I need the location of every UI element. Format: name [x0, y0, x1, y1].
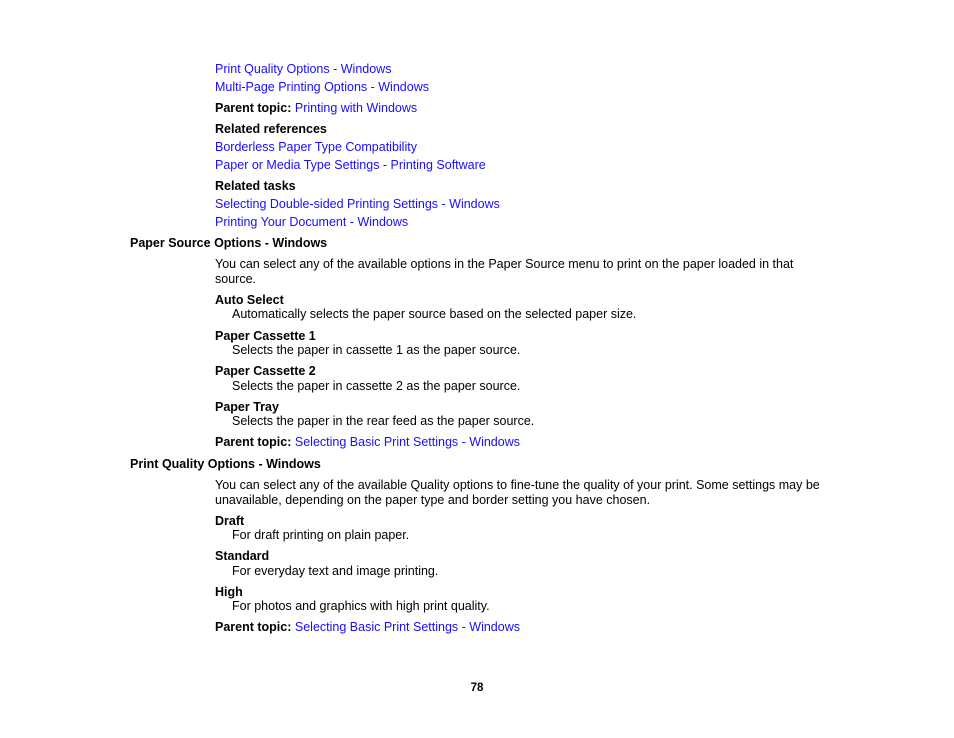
option-desc-paper-cassette-2: Selects the paper in cassette 2 as the paper source.: [232, 379, 521, 393]
link-multi-page-printing-options[interactable]: Multi-Page Printing Options - Windows: [215, 80, 429, 94]
link-selecting-basic-print-settings[interactable]: Selecting Basic Print Settings - Windows: [294, 435, 520, 449]
print-quality-intro: You can select any of the available Quality options to fine-tune the quality of your print. Some settings may be unavailable, depending on the paper type and border setting you have chosen.: [215, 478, 820, 507]
option-desc-auto-select: Automatically selects the paper source based on the selected paper size.: [232, 307, 637, 321]
option-term-paper-cassette-2: Paper Cassette 2: [215, 364, 316, 378]
parent-topic-line-print-quality: [215, 620, 520, 635]
parent-topic-label: Parent topic:: [215, 101, 292, 115]
related-tasks-heading: Related tasks: [215, 179, 296, 193]
link-selecting-basic-print-settings[interactable]: Selecting Basic Print Settings - Windows: [294, 620, 520, 634]
section-heading-print-quality: Print Quality Options - Windows: [130, 457, 321, 471]
option-term-high: High: [215, 585, 243, 599]
link-double-sided-settings[interactable]: Selecting Double-sided Printing Settings - Windows: [215, 197, 500, 211]
link-print-quality-options[interactable]: Print Quality Options - Windows: [215, 62, 392, 76]
option-desc-high: For photos and graphics with high print quality.: [232, 599, 490, 613]
parent-topic-label: Parent topic:: [215, 435, 292, 449]
page-number: 78: [470, 682, 484, 694]
paper-source-intro: You can select any of the available options in the Paper Source menu to print on the paper loaded in that source.: [215, 257, 794, 286]
link-printing-with-windows[interactable]: Printing with Windows: [294, 101, 418, 115]
option-term-paper-cassette-1: Paper Cassette 1: [215, 329, 316, 343]
option-term-auto-select: Auto Select: [215, 293, 284, 307]
related-references-heading: Related references: [215, 122, 327, 136]
parent-topic-label: Parent topic:: [215, 620, 292, 634]
section-heading-paper-source: Paper Source Options - Windows: [130, 236, 328, 250]
option-term-draft: Draft: [215, 514, 245, 528]
parent-topic-line: [215, 101, 417, 116]
parent-topic-line-paper-source: [215, 435, 520, 450]
link-paper-media-type-settings[interactable]: Paper or Media Type Settings - Printing Software: [215, 158, 486, 172]
option-desc-draft: For draft printing on plain paper.: [232, 528, 410, 542]
option-term-paper-tray: Paper Tray: [215, 400, 279, 414]
option-desc-paper-tray: Selects the paper in the rear feed as the paper source.: [232, 414, 535, 428]
option-desc-paper-cassette-1: Selects the paper in cassette 1 as the paper source.: [232, 343, 521, 357]
link-borderless-paper-type[interactable]: Borderless Paper Type Compatibility: [215, 140, 417, 154]
option-desc-standard: For everyday text and image printing.: [232, 564, 439, 578]
option-term-standard: Standard: [215, 549, 270, 563]
link-printing-your-document[interactable]: Printing Your Document - Windows: [215, 215, 409, 229]
